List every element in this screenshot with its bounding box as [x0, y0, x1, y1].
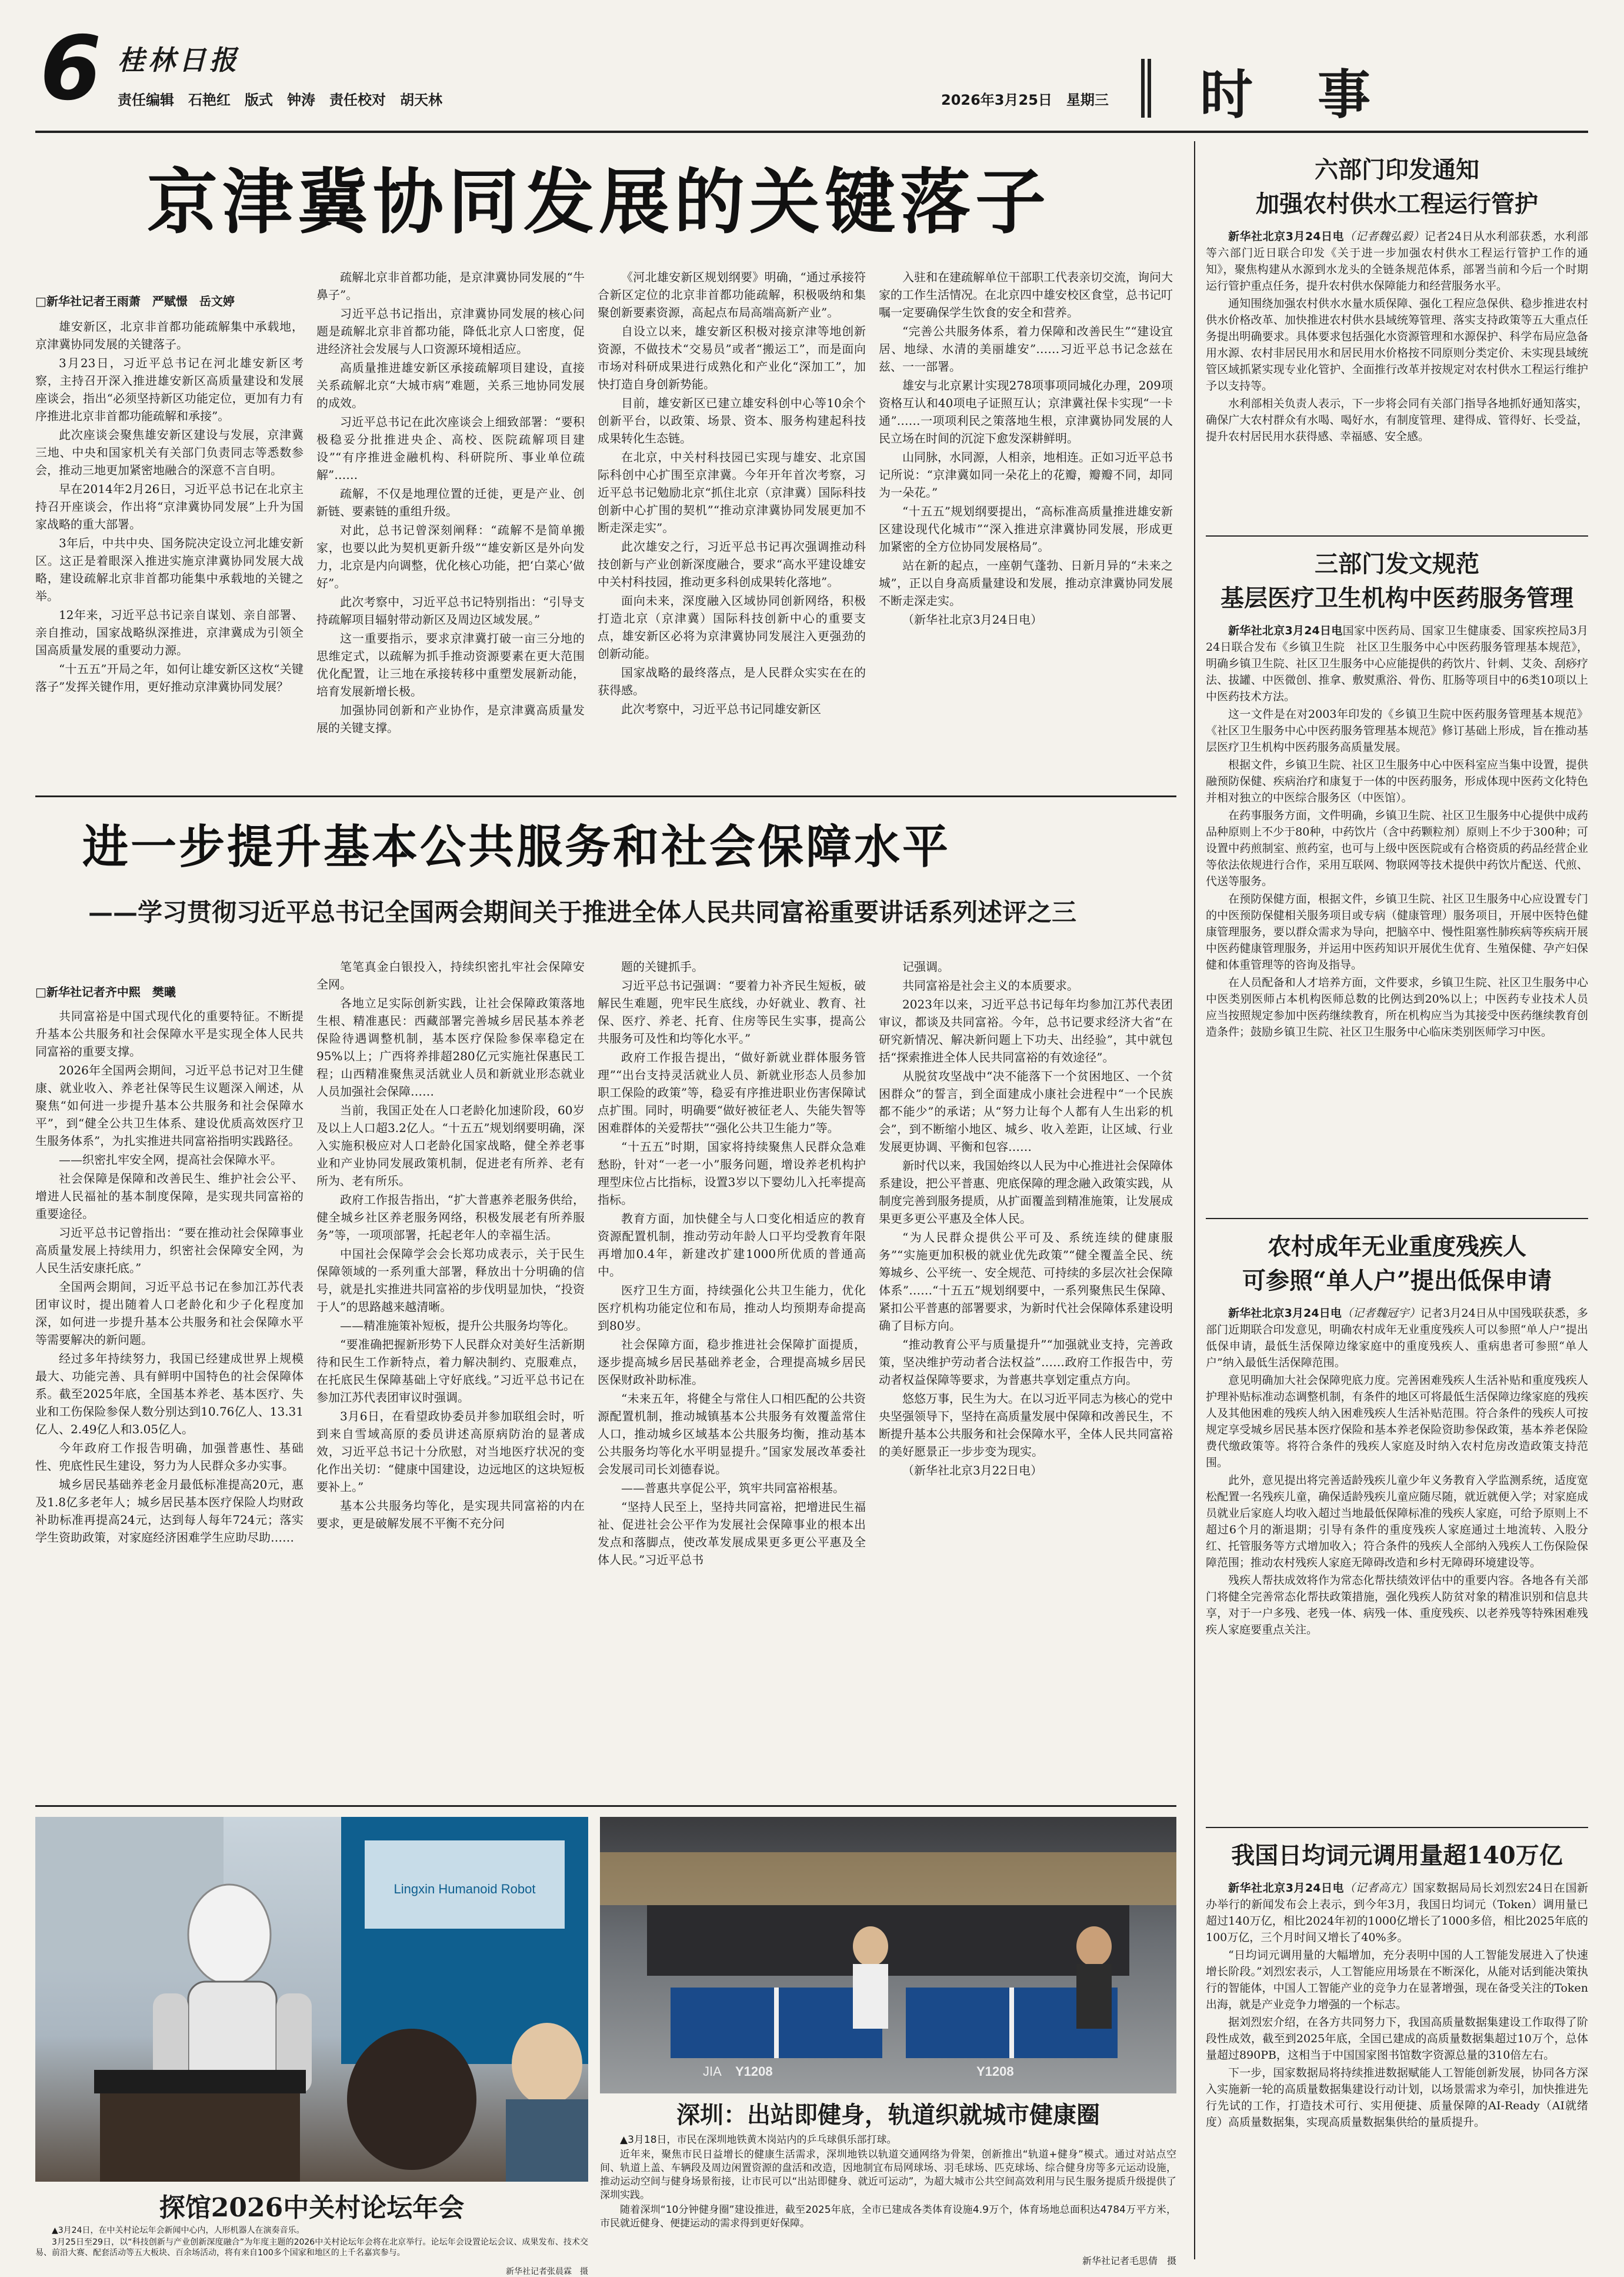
- brief-body: [1206, 1305, 1588, 1638]
- paragraph: 在药事服务方面，文件明确，乡镇卫生院、社区卫生服务中心提供中成药品种原则上不少于80种，中药饮片（含中药颗粒剂）原则上不少于300种；可设置中药煎制室、煎药室，也可与上级中医医院或有合格资质的药品经营企业等依法依规进行合作，采用互联网、物联网等技术提供中药饮片配送、代煎、代送等服务。: [1206, 809, 1588, 888]
- paragraph: 习近平总书记指出，京津冀协同发展的核心问题是疏解北京非首都功能，降低北京人口密度，促进经济社会发展与人口资源环境相适应。: [316, 307, 585, 356]
- paragraph: 此次考察中，习近平总书记同雄安新区: [621, 702, 821, 716]
- paragraph: 根据文件，乡镇卫生院、社区卫生服务中心中医科室应当集中设置，提供融预防保健、疾病治疗和康复于一体的中医药服务，形成体现中医药文化特色并相对独立的中医综合服务区（中医馆）。: [1206, 758, 1588, 804]
- photo2-caption: [600, 2133, 1176, 2245]
- paragraph: 在人员配备和人才培养方面，文件要求，乡镇卫生院、社区卫生服务中心中医类别医师占本机构医师总数的比例达到20%以上；中医药专业技术人员应当按照规定参加中医药继续教育，所在机构应当为其接受中医药继续教育创造条件；鼓励乡镇卫生院、社区卫生服务中心临床类别医师学习中医。: [1206, 976, 1588, 1038]
- article2-byline: □新华社记者齐中熙 樊曦: [35, 985, 176, 999]
- paragraph: 下一步，国家数据局将持续推进数据赋能人工智能创新发展，协同各方深入实施新一轮的高质量数据集建设行动计划，以场景需求为牵引，加快推进先行先试的工作，打造技术可行、实用便捷、质量保障的AI-Ready（AI就绪度）高质量数据集，实现高质量数据集供给的量质提升。: [1206, 2066, 1588, 2129]
- dateline: 新华社北京3月24日电: [1228, 624, 1343, 637]
- brief-headline: 可参照“单人户”提出低保申请: [1242, 1267, 1552, 1294]
- paragraph: 共同富裕是社会主义的本质要求。: [902, 978, 1079, 993]
- paragraph: 此次座谈会聚焦雄安新区建设与发展，京津冀三地、中央和国家机关有关部门负责同志等悉数参会，推动三地更加紧密地融合的深意不言自明。: [35, 428, 304, 477]
- paragraph: 自设立以来，雄安新区积极对接京津等地创新资源，不做技术“交易员”或者“搬运工”，而是面向市场对科研成果进行成熟化和产业化“深加工”，加快打造自身创新势能。: [598, 324, 866, 391]
- paragraph: “坚持人民至上，坚持共同富裕，把增进民生福祉、促进社会公平作为发展社会保障事业的根本出发点和落脚点，使改革发展成果更多更公平惠及全体人民。”习近平总书: [598, 1500, 866, 1567]
- photo2-title: 深圳：出站即健身，轨道织就城市健康圈: [676, 2101, 1100, 2129]
- photo1-credit: 新华社记者张晨霖 摄: [506, 2267, 588, 2276]
- paragraph: 12年来，习近平总书记亲自谋划、亲自部署、亲自推动，国家战略纵深推进，京津冀成为引领全国高质量发展的重要动力源。: [35, 608, 304, 657]
- paragraph: 雄安新区，北京非首都功能疏解集中承载地，京津冀协同发展的关键落子。: [35, 319, 304, 351]
- sidebar-brief-3: [1206, 1230, 1588, 1818]
- paragraph: 3月23日，习近平总书记在河北雄安新区考察，主持召开深入推进雄安新区高质量建设和发展座谈会，指出“必须坚持新区功能定位，更加有力有序推进北京非首都功能疏解和承接”。: [35, 356, 304, 423]
- paragraph: 3年后，中共中央、国务院决定设立河北雄安新区。这正是着眼深入推进实施京津冀协同发展大战略，建设疏解北京非首都功能集中承载地的关键之举。: [35, 536, 304, 603]
- paragraph: 医疗卫生方面，持续强化公共卫生能力，优化医疗机构功能定位和布局，推动人均预期寿命提高到80岁。: [598, 1283, 866, 1333]
- robot-photo: [35, 1817, 588, 2182]
- article2-subtitle: ——学习贯彻习近平总书记全国两会期间关于推进全体人民共同富裕重要讲话系列述评之三: [88, 898, 1077, 927]
- paragraph: 水利部相关负责人表示，下一步将会同有关部门指导各地抓好通知落实，确保广大农村群众有水喝、喝好水，有制度管理、建得成、管得好、长受益，提升农村居民用水获得感、幸福感、安全感。: [1206, 397, 1588, 443]
- paragraph: ——织密扎牢安全网，提高社会保障水平。: [59, 1153, 282, 1167]
- exhibit-sign: Lingxin Humanoid Robot: [394, 1882, 536, 1896]
- paragraph: 在预防保健方面，根据文件，乡镇卫生院、社区卫生服务中心应设置专门的中医预防保健相关服务项目或专病（健康管理）服务项目，开展中医特色健康管理服务，要以群众需求为导向，把脑卒中、慢性阻塞性肺疾病等疾病开展中医药健康管理服务，并运用中医药知识开展优生优育、生殖保健、孕产妇保健和体重管理等的咨询及指导。: [1206, 893, 1588, 971]
- article2-col-2: [316, 958, 585, 1799]
- brief-headline: 农村成年无业重度残疾人: [1268, 1233, 1526, 1260]
- page-number: 6: [40, 18, 102, 120]
- brief-headline: 加强农村供水工程运行管护: [1256, 190, 1538, 218]
- paragraph: 从脱贫攻坚战中“决不能落下一个贫困地区、一个贫困群众”的誓言，到全面建成小康社会进程中“一个民族都不能少”的承诺；从“努力让每个人都有人生出彩的机会”，到不断缩小地区、城乡、收入差距，让区域、行业发展更协调、平衡和包容……: [879, 1069, 1173, 1154]
- paragraph: 习近平总书记在此次座谈会上细致部署：“要积极稳妥分批推进央企、高校、医院疏解项目建设”“有序推进金融机构、科研院所、事业单位疏解”……: [316, 415, 585, 482]
- paragraph: 笔笔真金白银投入，持续织密扎牢社会保障安全网。: [316, 960, 585, 991]
- paragraph: 经过多年持续努力，我国已经建成世界上规模最大、功能完善、具有鲜明中国特色的社会保障体系。截至2025年底，全国基本养老、基本医疗、失业和工伤保险参保人数分别达到10.76亿人、13.31亿人、2.49亿人和3.05亿人。: [35, 1351, 304, 1436]
- paragraph: 基本公共服务均等化，是实现共同富裕的内在要求，更是破解发展不平衡不充分问: [316, 1499, 585, 1530]
- paragraph: 雄安与北京累计实现278项事项同城化办理，209项资格互认和40项电子证照互认；京津冀社保卡实现“一卡通”……一项项利民之策落地生根，京津冀协同发展的人民立场在时间的沉淀下愈发深耕鲜明。: [879, 378, 1173, 445]
- sidebar-brief-2: [1206, 547, 1588, 1206]
- sidebar-rule-3: [1206, 1827, 1588, 1828]
- masthead-bars: [1141, 59, 1154, 118]
- paragraph: 中国社会保障学会会长郑功成表示，关于民生保障领域的一系列重大部署，释放出十分明确的信号，就是扎实推进共同富裕的步伐明显加快，“投资于人”的思路越来越清晰。: [316, 1247, 585, 1314]
- paragraph: 城乡居民基础养老金月最低标准提高20元，惠及1.8亿多老年人；城乡居民基本医疗保险人均财政补助标准再提高24元，达到每人每年724元；落实学生资助政策，对家庭经济困难学生应助尽助……: [35, 1477, 304, 1544]
- paragraph: “完善公共服务体系，着力保障和改善民生”“建设宜居、地绿、水清的美丽雄安”……习近平总书记念兹在兹、一一部署。: [879, 324, 1173, 374]
- paragraph: 悠悠万事，民生为大。在以习近平同志为核心的党中央坚强领导下，坚持在高质量发展中保障和改善民生，不断提升基本公共服务和社会保障水平，全体人民共同富裕的美好愿景正一步步变为现实。: [879, 1392, 1173, 1459]
- paragraph: ——精准施策补短板，提升公共服务均等化。: [340, 1319, 575, 1333]
- reporter-credit: （记者高亢）: [1344, 1882, 1413, 1895]
- paragraph: 面向未来，深度融入区域协同创新网络，积极打造北京（京津冀）国际科技创新中心的重要支点，雄安新区必将为京津冀协同发展注入更强劲的创新动能。: [598, 594, 866, 661]
- brief-body: [1206, 228, 1588, 445]
- paragraph: 习近平总书记曾指出：“要在推动社会保障事业高质量发展上持续用力，织密社会保障安全网，为人民生活安康托底。”: [35, 1226, 304, 1275]
- paragraph: 通知围绕加强农村供水水量水质保障、强化工程应急保供、稳步推进农村供水价格改革、加快推进农村供水县域统筹管理、落实支持政策等五大重点任务提出明确要求。具体要求包括强化水资源管理和水源保护、科学布局应急备用水源、农村非居民用水和居民用水价格按不同原则分类定价、未实现县域统管区域抓紧实现专业化管护、全面推行改革并按规定对农村供水工程运行维护予以支持等。: [1206, 297, 1588, 392]
- photo1-caption: [35, 2225, 588, 2266]
- paragraph: 今年政府工作报告明确，加强普惠性、基础性、兜底性民生建设，努力为人民群众多办实事。: [35, 1441, 304, 1473]
- masthead: [0, 0, 1624, 144]
- section-name: 时 事: [1200, 64, 1376, 126]
- paragraph: 山同脉，水同源，人相亲，地相连。正如习近平总书记所说：“京津冀如同一朵花上的花瓣，瓣瓣不同，却同为一朵花。”: [879, 450, 1173, 500]
- paragraph: 各地立足实际创新实践，让社会保障政策落地生根、精准惠民：西藏部署完善城乡居民基本养老保险待遇调整机制，基本医疗保险参保率稳定在95%以上；广西将养排超280亿元实施社保惠民工程；山西精准聚焦灵活就业人员和新就业形态就业人员加强社会保障……: [316, 996, 585, 1098]
- brief-first-text: 国家数据局局长刘烈宏24日在国新办举行的新闻发布会上表示，到今年3月，我国日均词元（Token）调用量已超过140万亿，相比2024年初的1000亿增长了1000多倍，相比2025年底的100万亿，三个月时间又增长了40%多。: [1206, 1882, 1588, 1944]
- paragraph: [1206, 1305, 1588, 1371]
- paragraph: 据刘烈宏介绍，在各方共同努力下，我国高质量数据集建设工作取得了阶段性成效，截至到2025年底，全国已建成的高质量数据集超过10万个，总体量超过890PB，这相当于中国国家图书馆数字资源总量的310倍左右。: [1206, 2016, 1588, 2062]
- paragraph: “未来五年，将健全与常住人口相匹配的公共资源配置机制，推动城镇基本公共服务有效覆盖常住人口，推动城乡区域基本公共服务均衡，推动基本公共服务均等化水平明显提升。”国家发展改革委社会发展司司长刘德春说。: [598, 1392, 866, 1476]
- paragraph: [1206, 622, 1588, 705]
- table-mark: JIA: [703, 2064, 722, 2079]
- article1-col-4: [879, 268, 1173, 789]
- article1-headline: 京津冀协同发展的关键落子: [147, 162, 1051, 244]
- article1-col-1: [35, 318, 304, 788]
- paragraph: 此外，意见提出将完善适龄残疾儿童少年义务教育入学监测系统，适度宽松配置一名残疾儿童，确保适龄残疾儿童应随尽随，就近就便入学；对家庭成员就业后家庭人均收入超过当地最低保障标准的残疾人家庭，可给予原则上不超过6个月的渐退期；引导有条件的重度残疾人家庭通过土地流转、入股分红、托管服务等方式增加收入；符合条件的残疾人全部纳入残疾人工伤保险保障范围；推动农村残疾人家庭无障碍改造和乡村无障碍环境建设等。: [1206, 1474, 1588, 1569]
- brief-headline: 三部门发文规范: [1315, 550, 1479, 578]
- paragraph: 《河北雄安新区规划纲要》明确，“通过承接符合新区定位的北京非首都功能疏解，积极吸纳和集聚创新要素资源，高起点布局高端高新产业”。: [598, 270, 866, 319]
- article1-byline: □新华社记者王雨萧 严赋憬 岳文婷: [35, 294, 235, 308]
- table-brand-2: Y1208: [976, 2064, 1014, 2079]
- paragraph: 政府工作报告指出，“扩大普惠养老服务供给，健全城乡社区养老服务网络，积极发展老有所养服务”等，一项项部署，托起老年人的幸福生活。: [316, 1193, 585, 1242]
- paragraph: 这一文件是在对2003年印发的《乡镇卫生院中医药服务管理基本规范》《社区卫生服务中心中医药服务管理基本规范》修订基础上形成，旨在推动基层医疗卫生机构中医药服务高质量发展。: [1206, 708, 1588, 754]
- paper-name: 桂林日报: [118, 44, 240, 76]
- paragraph: 教育方面，加快健全与人口变化相适应的教育资源配置机制，推动劳动年龄人口平均受教育年限再增加0.4年，新建改扩建1000所优质的普通高中。: [598, 1211, 866, 1279]
- paragraph: 这一重要指示，要求京津冀打破一亩三分地的思维定式，以疏解为抓手推动资源要素在更大范围优化配置，让三地在承接转移中重塑发展新动能，培育发展新增长极。: [316, 631, 585, 698]
- paragraph: （新华社北京3月24日电）: [902, 612, 1043, 627]
- paragraph: 加强协同创新和产业协作，是京津冀高质量发展的关键支撑。: [316, 703, 585, 735]
- paragraph: 对此，总书记曾深刻阐释：“疏解不是简单搬家，也要以此为契机更新升级”“雄安新区是外向发力，北京是内向调整，优化核心功能，把‘白菜心’做好”。: [316, 523, 585, 590]
- brief-body: [1206, 1880, 1588, 2130]
- paragraph: “十五五”开局之年，如何让雄安新区这枚“关键落子”发挥关键作用，更好推动京津冀协同发展？: [35, 662, 304, 694]
- paragraph: 政府工作报告提出，“做好新就业群体服务管理”“出台支持灵活就业人员、新就业形态人员参加职工保险的政策”等，稳妥有序推进职业伤害保障试点扩围。同时，明确要“做好被征老人、失能失智等困难群体的关爱帮扶”“强化公共卫生能力”等。: [598, 1050, 866, 1135]
- paragraph: 全国两会期间，习近平总书记在参加江苏代表团审议时，提出随着人口老龄化和少子化程度加深，如何进一步提升基本公共服务和社会保障水平等需要解决的新问题。: [35, 1280, 304, 1347]
- sidebar-divider: [1194, 141, 1195, 2259]
- table-tennis-photo: [600, 1817, 1176, 2093]
- brief-first-text: 国家中医药局、国家卫生健康委、国家疾控局3月24日联合发布《乡镇卫生院 社区卫生服务中心中医药服务管理基本规范》，明确乡镇卫生院、社区卫生服务中心应能提供的药饮片、针刺、艾灸、刮痧疗法、拔罐、中医微创、推拿、敷熨熏浴、骨伤、肛肠等项目中的6类10项以上中医药技术方法。: [1206, 624, 1588, 703]
- paragraph: 当前，我国正处在人口老龄化加速阶段，60岁及以上人口超3.2亿人。“十五五”规划纲要明确，深入实施积极应对人口老龄化国家战略，健全养老事业和产业协同发展政策机制，促进老有所养、老有所为、老有所乐。: [316, 1103, 585, 1188]
- paragraph: 站在新的起点，一座朝气蓬勃、日新月异的“未来之城”，正以自身高质量建设和发展，推动京津冀协同发展不断走深走实。: [879, 558, 1173, 608]
- paragraph: 3月6日，在看望政协委员并参加联组会时，听到来自雪域高原的委员讲述高原病防治的显著成效，习近平总书记十分欣慰，对当地医疗状况的变化作出关切：“健康中国建设，边远地区的这块短板要补上。”: [316, 1409, 585, 1494]
- dateline: 新华社北京3月24日电: [1228, 230, 1345, 243]
- article2-col-3: [598, 958, 866, 1799]
- reporter-credit: （记者魏弘毅）: [1344, 230, 1425, 243]
- dateline: 新华社北京3月24日电: [1228, 1307, 1342, 1320]
- paragraph: 题的关键抓手。: [621, 960, 703, 974]
- paragraph: “日均词元调用量的大幅增加，充分表明中国的人工智能发展进入了快速增长阶段。”刘烈宏表示，人工智能应用场景在不断深化，从能对话到能决策执行的智能体，中国人工智能产业的竞争力在显著增强，现在备受关注的Token出海，就是产业竞争力增强的一个标志。: [1206, 1949, 1588, 2011]
- paragraph: 残疾人帮扶成效将作为常态化帮扶绩效评估中的重要内容。各地各有关部门将健全完善常态化帮扶政策措施，强化残疾人防贫对象的精准识别和信息共享，对于一户多残、老残一体、病残一体、重度残疾、以老养残等特殊困难残疾人家庭要重点关注。: [1206, 1574, 1588, 1636]
- paragraph: 3月25日至29日，以“科技创新与产业创新深度融合”为年度主题的2026中关村论坛年会将在北京举行。论坛年会设置论坛会议、成果发布、技术交易、前沿大赛、配套活动等五大板块、百余场活动，将有来自100多个国家和地区的上千名嘉宾参与。: [35, 2238, 588, 2258]
- paragraph: “十五五”规划纲要提出，“高标准高质量推进雄安新区建设现代化城市”“深入推进京津冀协同发展，形成更加紧密的全方位协同发展格局”。: [879, 504, 1173, 554]
- paragraph: “十五五”时期，国家将持续聚焦人民群众急难愁盼，针对“一老一小”服务问题，增设养老机构护理型床位占比指标，设置3岁以下婴幼儿入托率提高指标。: [598, 1140, 866, 1207]
- robot-scene: [35, 1817, 588, 2182]
- paragraph: ——普惠共享促公平，筑牢共同富裕根基。: [621, 1481, 845, 1495]
- article1-bottom-rule: [35, 795, 1176, 797]
- paragraph: 国家战略的最终落点，是人民群众实实在在的获得感。: [598, 665, 866, 697]
- sidebar-rule-2: [1206, 1218, 1588, 1219]
- paragraph: 此次雄安之行，习近平总书记再次强调推动科技创新与产业创新深度融合，要求“高水平建设雄安中关村科技园，推动更多科创成果转化落地”。: [598, 540, 866, 589]
- article1-col-2: [316, 268, 585, 789]
- paragraph: 新时代以来，我国始终以人民为中心推进社会保障体系建设，把公平普惠、兜底保障的理念融入政策实践，从制度完善到服务提质，从扩面覆盖到精准施策，让发展成果更多更公平惠及全体人民。: [879, 1159, 1173, 1226]
- issue-date: 2026年3月25日 星期三: [941, 92, 1109, 108]
- photo2-credit: 新华社记者毛思倩 摄: [1082, 2255, 1176, 2266]
- paragraph: ▲3月18日，市民在深圳地铁黄木岗站内的乒乓球俱乐部打球。: [620, 2134, 897, 2146]
- photo1-title: 探馆2026中关村论坛年会: [159, 2193, 465, 2223]
- paragraph: [1206, 1880, 1588, 1946]
- brief-first-text: 记者24日从水利部获悉，水利部等六部门近日联合印发《关于进一步加强农村供水工程运行管护工作的通知》，聚焦构建从水源到水龙头的全链条规范体系，部署当前和今后一个时期运行管护重点任务，提升农村供水保障能力和经营服务水平。: [1206, 230, 1588, 292]
- article2-col-1: [35, 1007, 304, 1799]
- paragraph: 在北京，中关村科技园已实现与雄安、北京国际科创中心扩围至京津冀。今年开年首次考察，习近平总书记勉励北京“抓住北京（京津冀）国际科技创新中心扩围的契机”“推动京津冀协同发展更加不断走深走实”。: [598, 450, 866, 535]
- paragraph: 社会保障方面，稳步推进社会保障扩面提质，逐步提高城乡居民基础养老金，合理提高城乡居民医保财政补助标准。: [598, 1337, 866, 1387]
- paragraph: 目前，雄安新区已建立雄安科创中心等10余个创新平台，以政策、场景、资本、服务构建起科技成果转化生态链。: [598, 396, 866, 445]
- sidebar-brief-4: [1206, 1839, 1588, 2268]
- brief-first-text: 记者3月24日从中国残联获悉，多部门近期联合印发意见，明确农村成年无业重度残疾人可以参照“单人户”提出低保申请，最低生活保障边缘家庭中的重度残疾人、重病患者可参照“单人户”纳入最低生活保障范围。: [1206, 1307, 1588, 1369]
- editor-line: 责任编辑 石艳红 版式 钟涛 责任校对 胡天林: [118, 92, 442, 108]
- paragraph: 近年来，聚焦市民日益增长的健康生活需求，深圳地铁以轨道交通网络为骨架，创新推出“轨道+健身”模式。通过对站点空间、轨道上盖、车辆段及周边闲置资源的盘活和改造，因地制宜布局网球场、羽毛球场、匹克球场、综合健身房等多元运动设施，推动运动空间与健身场景衔接，让市民可以“出站即健身、就近可运动”，为超大城市公共空间高效利用与民生服务提质升级提供了深圳实践。: [600, 2149, 1176, 2201]
- brief-headline: 基层医疗卫生机构中医药服务管理: [1220, 584, 1573, 612]
- paragraph: 意见明确加大社会保障兜底力度。完善困难残疾人生活补贴和重度残疾人护理补贴标准动态调整机制，有条件的地区可将最低生活保障边缘家庭的残疾人及其他困难的残疾人纳入困难残疾人生活补贴范围。符合条件的残疾人可按规定享受城乡居民基本医疗保险和基本养老保险资助参保政策，基本养老保险费代缴政策等。将符合条件的残疾人家庭及时纳入农村危房改造政策支持范围。: [1206, 1374, 1588, 1469]
- paragraph: “为人民群众提供公平可及、系统连续的健康服务”“实施更加积极的就业优先政策”“健全覆盖全民、统筹城乡、公平统一、安全规范、可持续的多层次社会保障体系”……“十五五”规划纲要中，一系列聚焦民生保障、紧扣公平普惠的部署要求，为新时代社会保障体系建设明确了目标方向。: [879, 1230, 1173, 1333]
- article1-col-3: [598, 268, 866, 789]
- article2-col-4: [879, 958, 1173, 1799]
- reporter-credit: （记者魏冠宇）: [1341, 1307, 1420, 1320]
- paragraph: [1206, 228, 1588, 294]
- paragraph: 记强调。: [902, 960, 949, 974]
- table-brand-1: Y1208: [735, 2064, 773, 2079]
- paragraph: 共同富裕是中国式现代化的重要特征。不断提升基本公共服务和社会保障水平是实现全体人民共同富裕的重要支撑。: [35, 1009, 304, 1058]
- paragraph: 入驻和在建疏解单位干部职工代表亲切交流，询问大家的工作生活情况。在北京四中雄安校区食堂，总书记叮嘱一定要确保学生饮食的安全和营养。: [879, 270, 1173, 319]
- paragraph: 2023年以来，习近平总书记每年均参加江苏代表团审议，都谈及共同富裕。今年，总书记要求经济大省“在研究新情况、解决新问题上下功夫、出经验”，其中就包括“探索推进全体人民共同富裕的有效途径”。: [879, 997, 1173, 1064]
- brief-body: [1206, 622, 1588, 1040]
- paragraph: 早在2014年2月26日，习近平总书记在北京主持召开座谈会，作出将“京津冀协同发展”上升为国家战略的重大部署。: [35, 482, 304, 531]
- sidebar-rule-1: [1206, 535, 1588, 537]
- paragraph: 社会保障是保障和改善民生、维护社会公平、增进人民福祉的基本制度保障，是实现共同富裕的重要途径。: [35, 1171, 304, 1221]
- paragraph: 疏解，不仅是地理位置的迁徙，更是产业、创新链、要素链的重组升级。: [316, 487, 585, 518]
- paragraph: （新华社北京3月22日电）: [902, 1463, 1043, 1477]
- dateline: 新华社北京3月24日电: [1228, 1882, 1345, 1895]
- paragraph: 随着深圳“10分钟健身圈”建设推进，截至2025年底，全市已建成各类体育设施4.9万个，体育场地总面积达4784万平方米，市民就近健身、便捷运动的需求得到更好保障。: [600, 2204, 1176, 2229]
- paragraph: 此次考察中，习近平总书记特别指出：“引导支持疏解项目辐射带动新区及周边区域发展。”: [316, 595, 585, 627]
- paragraph: ▲3月24日，在中关村论坛年会新闻中心内，人形机器人在演奏音乐。: [52, 2226, 305, 2235]
- paragraph: 高质量推进雄安新区承接疏解项目建设，直接关系疏解北京“大城市病”难题，关系三地协同发展的成效。: [316, 361, 585, 410]
- subway-gym-scene: [600, 1817, 1176, 2093]
- paragraph: “推动教育公平与质量提升”“加强就业支持，完善政策，坚决维护劳动者合法权益”……政府工作报告中，劳动者权益保障等要求，为普惠共享划定重点方向。: [879, 1337, 1173, 1387]
- masthead-rule: [35, 131, 1588, 133]
- brief-headline: 我国日均词元调用量超140万亿: [1231, 1842, 1563, 1869]
- article2-headline: 进一步提升基本公共服务和社会保障水平: [82, 821, 951, 874]
- paragraph: 2026年全国两会期间，习近平总书记对卫生健康、就业收入、养老社保等民生议题深入阐述，从聚焦“如何进一步提升基本公共服务和社会保障水平”，到“健全公共卫生体系、建设优质高效医疗卫生服务体系”，为扎实推进共同富裕指明实践路径。: [35, 1063, 304, 1148]
- sidebar-brief-1: [1206, 153, 1588, 530]
- brief-headline: 六部门印发通知: [1315, 156, 1479, 184]
- paragraph: 疏解北京非首都功能，是京津冀协同发展的“牛鼻子”。: [316, 270, 585, 302]
- paragraph: “要准确把握新形势下人民群众对美好生活新期待和民生工作新特点，着力解决制约、克服难点，在托底民生保障基础上守好底线。”习近平总书记在参加江苏代表团审议时强调。: [316, 1337, 585, 1404]
- article2-bottom-rule: [35, 1805, 1176, 1807]
- paragraph: 习近平总书记强调：“要着力补齐民生短板，破解民生难题，兜牢民生底线，办好就业、教育、社保、医疗、养老、托育、住房等民生实事，提高公共服务可及性和均等化水平。”: [598, 978, 866, 1046]
